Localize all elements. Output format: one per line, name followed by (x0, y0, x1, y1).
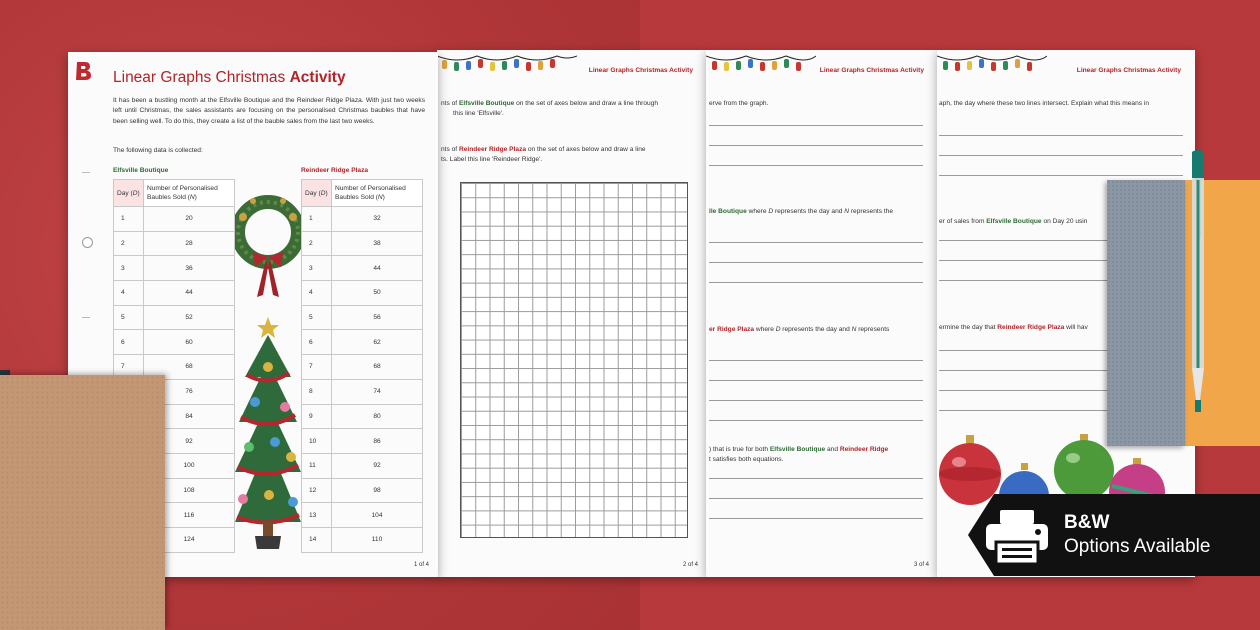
question-elfsville-equation: lle Boutique where D represents the day and N represents the (709, 208, 893, 215)
table-row (114, 281, 235, 306)
reindeer-label: Reindeer Ridge Plaza (301, 167, 369, 174)
answer-line (709, 262, 923, 263)
question-reindeer-day: ermine the day that Reindeer Ridge Plaza will hav (939, 324, 1088, 331)
page-title: Linear Graphs Christmas Activity (113, 69, 346, 86)
answer-line (709, 242, 923, 243)
table-row (302, 231, 423, 256)
baubles-sold-cell: 56 (332, 305, 423, 330)
elfsville-label: Elfsville Boutique (113, 167, 169, 174)
baubles-sold-cell: 84 (144, 404, 235, 429)
instruction-elfsville: nts of Elfsville Boutique on the set of axes below and draw a line through (441, 100, 658, 107)
baubles-sold-cell: 86 (332, 429, 423, 454)
answer-line (709, 498, 923, 499)
day-cell: 9 (302, 404, 332, 429)
table-row (302, 281, 423, 306)
question-intersection: aph, the day where these two lines intersect. Explain what this means in (939, 100, 1150, 107)
answer-line (709, 420, 923, 421)
answer-line (709, 125, 923, 126)
reindeer-table (301, 179, 423, 553)
baubles-sold-cell: 68 (144, 355, 235, 380)
col-day-header: Day (D) (302, 180, 332, 207)
table-row (302, 355, 423, 380)
instruction-reindeer-cont: ts. Label this line 'Reindeer Ridge'. (441, 156, 543, 163)
page-header: Linear Graphs Christmas Activity (588, 67, 693, 74)
baubles-sold-cell: 110 (332, 527, 423, 552)
page-number: 3 of 4 (913, 562, 929, 568)
instruction-elfsville-cont: this line 'Elfsville'. (453, 110, 504, 117)
baubles-sold-cell: 20 (144, 207, 235, 232)
day-cell: 4 (302, 281, 332, 306)
answer-line (939, 155, 1183, 156)
table-header-row (302, 180, 423, 207)
answer-line (939, 175, 1183, 176)
margin-tick (82, 172, 90, 173)
day-cell: 8 (302, 379, 332, 404)
baubles-sold-cell: 52 (144, 305, 235, 330)
table-row (114, 330, 235, 355)
baubles-sold-cell: 50 (332, 281, 423, 306)
day-cell: 6 (114, 330, 144, 355)
answer-line (709, 145, 923, 146)
day-cell: 6 (302, 330, 332, 355)
table-row (302, 207, 423, 232)
col-number-header: Number of Personalised Baubles Sold (N) (332, 180, 423, 207)
bw-options-badge (1018, 494, 1260, 576)
table-row (114, 207, 235, 232)
table-row (114, 305, 235, 330)
christmas-lights-decoration (937, 50, 1047, 80)
page-header: Linear Graphs Christmas Activity (819, 67, 924, 74)
worksheet-page-3 (706, 50, 938, 577)
baubles-sold-cell: 68 (332, 355, 423, 380)
answer-line (709, 518, 923, 519)
page-header: Linear Graphs Christmas Activity (1076, 67, 1181, 74)
graph-grid (460, 182, 688, 538)
answer-line (709, 360, 923, 361)
christmas-decoration-strip (235, 177, 301, 549)
day-cell: 5 (114, 305, 144, 330)
table-row (302, 256, 423, 281)
notebook-prop (1107, 180, 1260, 446)
table-row (302, 527, 423, 552)
baubles-sold-cell: 44 (332, 256, 423, 281)
day-cell: 2 (302, 231, 332, 256)
kraft-paper-sheet (0, 375, 165, 630)
baubles-sold-cell: 36 (144, 256, 235, 281)
badge-title: B&W (1064, 512, 1110, 533)
answer-line (939, 135, 1183, 136)
day-cell: 2 (114, 231, 144, 256)
question-day-20: er of sales from Elfsville Boutique on Day 20 usin (939, 218, 1088, 225)
answer-line (709, 380, 923, 381)
day-cell: 5 (302, 305, 332, 330)
day-cell: 1 (302, 207, 332, 232)
day-cell: 4 (114, 281, 144, 306)
table-row (302, 379, 423, 404)
col-number-header: Number of Personalised Baubles Sold (N) (144, 180, 235, 207)
baubles-sold-cell: 100 (144, 453, 235, 478)
data-collected-text: The following data is collected: (113, 147, 203, 154)
table-row (302, 404, 423, 429)
baubles-sold-cell: 38 (332, 231, 423, 256)
day-cell: 11 (302, 453, 332, 478)
col-day-header: Day (D) (114, 180, 144, 207)
badge-subtitle: Options Available (1064, 536, 1211, 557)
instruction-reindeer: nts of Reindeer Ridge Plaza on the set of axes below and draw a line (441, 146, 646, 153)
day-cell: 12 (302, 478, 332, 503)
day-cell: 13 (302, 503, 332, 528)
day-cell: 3 (302, 256, 332, 281)
table-row (114, 256, 235, 281)
day-cell: 7 (114, 355, 144, 380)
day-cell: 10 (302, 429, 332, 454)
baubles-sold-cell: 104 (332, 503, 423, 528)
baubles-sold-cell: 116 (144, 503, 235, 528)
baubles-sold-cell: 44 (144, 281, 235, 306)
notebook-spine-grey (1107, 180, 1185, 446)
christmas-lights-decoration (437, 50, 577, 80)
worksheet-page-2 (437, 50, 707, 577)
baubles-sold-cell: 76 (144, 379, 235, 404)
baubles-sold-cell: 92 (332, 453, 423, 478)
christmas-lights-decoration (706, 50, 816, 80)
answer-line (709, 478, 923, 479)
baubles-sold-cell: 98 (332, 478, 423, 503)
question-both-equations: ) that is true for both Elfsville Boutique and Reindeer Ridge (709, 446, 889, 453)
baubles-sold-cell: 28 (144, 231, 235, 256)
table-header-row (114, 180, 235, 207)
pen-icon (1187, 150, 1209, 420)
table-row (302, 429, 423, 454)
table-row (114, 231, 235, 256)
baubles-sold-cell: 108 (144, 478, 235, 503)
day-cell: 1 (114, 207, 144, 232)
question-observe: erve from the graph. (709, 100, 769, 107)
answer-line (709, 165, 923, 166)
answer-line (709, 282, 923, 283)
baubles-sold-cell: 80 (332, 404, 423, 429)
brand-logo (74, 60, 92, 82)
day-cell: 3 (114, 256, 144, 281)
page-number: 1 of 4 (413, 562, 429, 568)
margin-tick (82, 317, 90, 318)
intro-paragraph: It has been a bustling month at the Elfsville Boutique and the Reindeer Ridge Plaza. With just two weeks left until Christmas, the sales assistants are focusing on the personalised Christmas baubles that have been selling well. To do this, they create a list of the bauble sales from the last two weeks. (113, 97, 425, 125)
table-row (302, 478, 423, 503)
baubles-sold-cell: 74 (332, 379, 423, 404)
baubles-sold-cell: 60 (144, 330, 235, 355)
day-cell: 7 (302, 355, 332, 380)
table-row (302, 503, 423, 528)
baubles-sold-cell: 62 (332, 330, 423, 355)
baubles-sold-cell: 124 (144, 527, 235, 552)
day-cell: 14 (302, 527, 332, 552)
page-number: 2 of 4 (682, 562, 698, 568)
answer-line (709, 400, 923, 401)
baubles-sold-cell: 32 (332, 207, 423, 232)
punch-hole (82, 237, 93, 248)
table-row (302, 330, 423, 355)
printer-icon (982, 506, 1052, 566)
baubles-sold-cell: 92 (144, 429, 235, 454)
question-reindeer-equation: er Ridge Plaza where D represents the day and N represents (709, 326, 890, 333)
question-both-equations-cont: t satisfies both equations. (709, 456, 784, 463)
table-row (302, 453, 423, 478)
table-row (302, 305, 423, 330)
